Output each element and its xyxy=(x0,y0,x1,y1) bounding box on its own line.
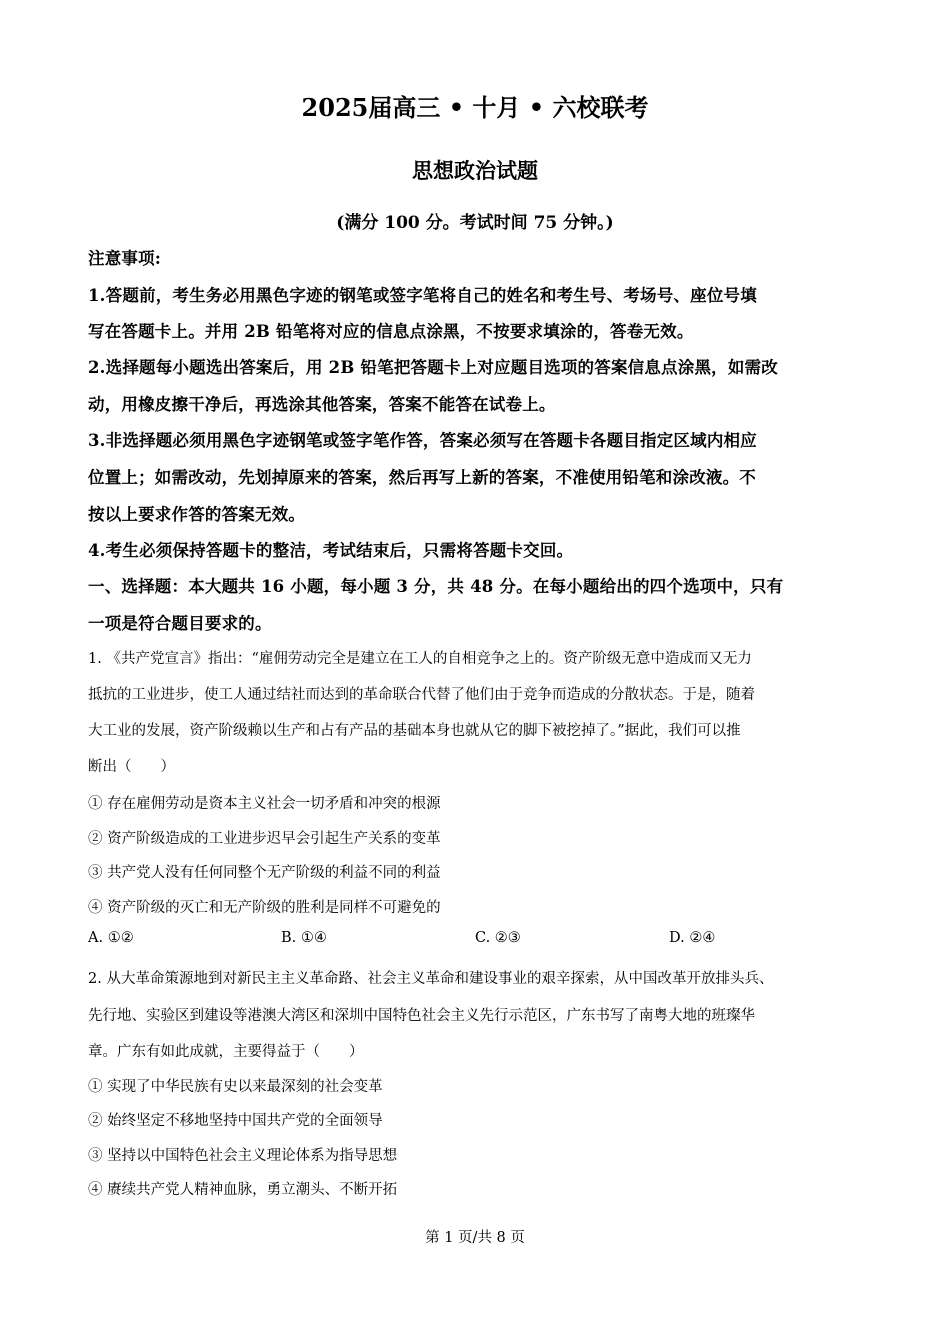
exam-subtitle: 思想政治试题 xyxy=(412,158,538,183)
question-2-item: ① 实现了中华民族有史以来最深刻的社会变革 xyxy=(88,1079,383,1095)
question-2-stem: 章。广东有如此成就，主要得益于（ ） xyxy=(88,1044,364,1060)
exam-title: 2025届高三 • 十月 • 六校联考 xyxy=(301,93,649,122)
question-1-item: ① 存在雇佣劳动是资本主义社会一切矛盾和冲突的根源 xyxy=(88,796,441,812)
question-1-item: ④ 资产阶级的灭亡和无产阶级的胜利是同样不可避免的 xyxy=(88,900,441,916)
section-heading: 一、选择题：本大题共 16 小题，每小题 3 分，共 48 分。在每小题给出的四个选项中，只有 xyxy=(88,577,784,596)
question-2-item: ④ 赓续共产党人精神血脉，勇立潮头、不断开拓 xyxy=(88,1182,398,1198)
notice-line: 写在答题卡上。并用 2B 铅笔将对应的信息点涂黑，不按要求填涂的，答卷无效。 xyxy=(88,322,694,341)
notice-line: 位置上；如需改动，先划掉原来的答案，然后再写上新的答案，不准使用铅笔和涂改液。不 xyxy=(88,468,756,487)
notice-heading: 注意事项: xyxy=(88,249,162,268)
notice-line: 2.选择题每小题选出答案后，用 2B 铅笔把答题卡上对应题目选项的答案信息点涂黑，如需改 xyxy=(88,358,778,377)
page-number: 第 1 页/共 8 页 xyxy=(425,1230,525,1246)
question-2-item: ③ 坚持以中国特色社会主义理论体系为指导思想 xyxy=(88,1148,398,1164)
question-2-stem: 先行地、实验区到建设等港澳大湾区和深圳中国特色社会主义先行示范区，广东书写了南粤大地的班璨华 xyxy=(88,1008,755,1024)
question-1-stem: 断出（ ） xyxy=(88,759,175,775)
question-1-stem: 大工业的发展，资产阶级赖以生产和占有产品的基础本身也就从它的脚下被挖掉了。”据此，我们可以推 xyxy=(88,723,741,739)
question-1-stem: 1. 《共产党宣言》指出：“雇佣劳动完全是建立在工人的自相竞争之上的。资产阶级无意中造成而又无力 xyxy=(88,651,752,667)
question-1-stem: 抵抗的工业进步，使工人通过结社而达到的革命联合代替了他们由于竞争而造成的分散状态。于是，随着 xyxy=(88,687,755,703)
question-1-option-b: B. ①④ xyxy=(281,930,327,946)
question-1-item: ② 资产阶级造成的工业进步迟早会引起生产关系的变革 xyxy=(88,831,441,847)
score-time-note: (满分 100 分。考试时间 75 分钟。) xyxy=(336,213,614,233)
notice-line: 4.考生必须保持答题卡的整洁，考试结束后，只需将答题卡交回。 xyxy=(88,541,574,560)
notice-line: 动，用橡皮擦干净后，再选涂其他答案，答案不能答在试卷上。 xyxy=(88,395,556,414)
question-1-option-d: D. ②④ xyxy=(669,930,716,946)
question-2-stem: 2. 从大革命策源地到对新民主主义革命路、社会主义革命和建设事业的艰辛探索，从中国改革开放排头兵、 xyxy=(88,971,774,987)
section-heading: 一项是符合题目要求的。 xyxy=(88,614,272,633)
question-1-option-a: A. ①② xyxy=(88,930,134,946)
notice-line: 1.答题前，考生务必用黑色字迹的钢笔或签字笔将自己的姓名和考生号、考场号、座位号填 xyxy=(88,286,757,305)
notice-line: 按以上要求作答的答案无效。 xyxy=(88,505,306,524)
notice-line: 3.非选择题必须用黑色字迹钢笔或签字笔作答，答案必须写在答题卡各题目指定区域内相应 xyxy=(88,431,757,450)
question-2-item: ② 始终坚定不移地坚持中国共产党的全面领导 xyxy=(88,1113,383,1129)
question-1-item: ③ 共产党人没有任何同整个无产阶级的利益不同的利益 xyxy=(88,865,441,881)
question-1-option-c: C. ②③ xyxy=(475,930,521,946)
